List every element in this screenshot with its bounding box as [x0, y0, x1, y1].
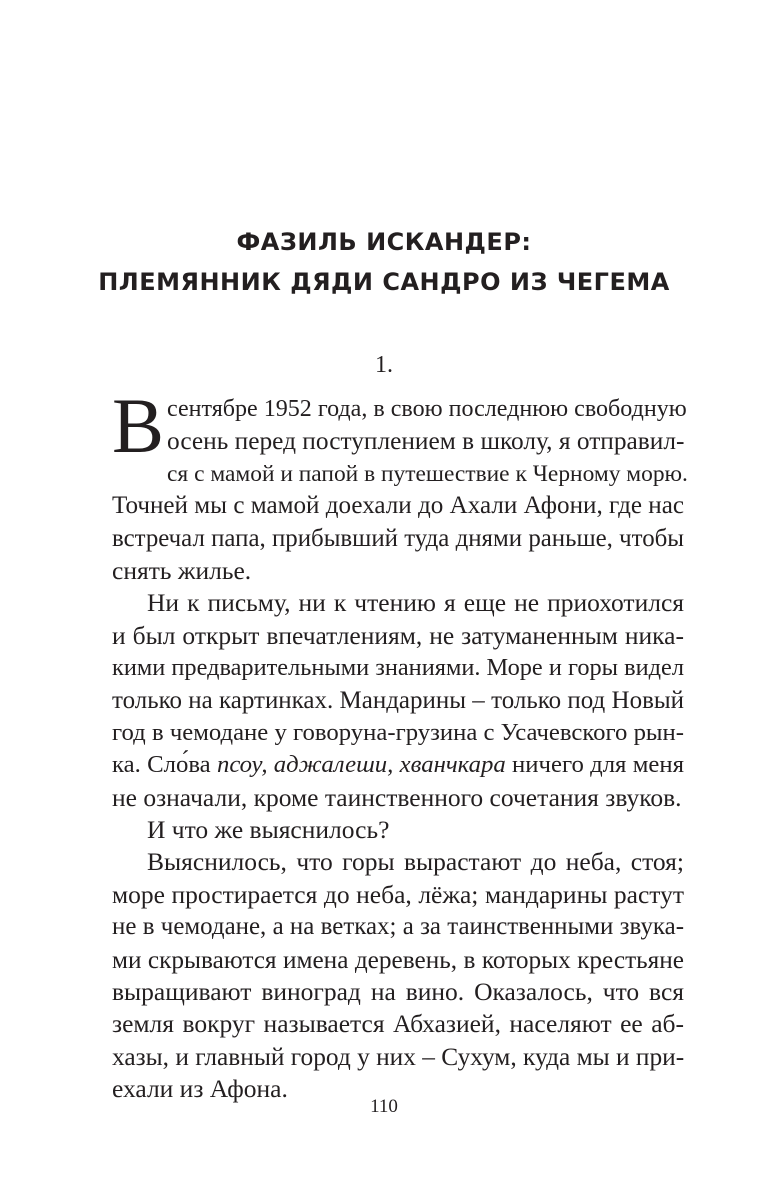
text-line: ми скрываются имена деревень, в которых крестьяне [112, 945, 684, 974]
text-run: ничего для меня [505, 751, 684, 779]
text-line: не означали, кроме таинственного сочетания звуков. [112, 782, 682, 812]
text-line: ся с мамой и папой в путешествие к Черному морю. [167, 460, 688, 487]
text-run: ка. Сло́ва [112, 751, 217, 779]
text-line: год в чемодане у говоруна-грузина с Усачевского рын- [112, 718, 684, 746]
italic-words: псоу, аджалеши, хванчкара [216, 751, 506, 779]
text-line: земля вокруг называется Абхазией, населяют ее аб- [112, 1009, 684, 1039]
text-line: И что же выяснилось? [147, 815, 390, 845]
chapter-title-line-1: ФАЗИЛЬ ИСКАНДЕР: [236, 228, 532, 256]
text-line: осень перед поступлением в школу, я отправил- [167, 427, 685, 456]
text-line: снять жилье. [112, 555, 252, 585]
text-line: море простирается до неба, лёжа; мандарины растут [112, 879, 684, 909]
paragraph-2 [112, 587, 684, 814]
text-line: Ни к письму, ни к чтению я еще не приохотился [147, 588, 684, 618]
text-line-with-italics [112, 749, 684, 781]
page-number: 110 [370, 1096, 398, 1117]
text-line: кими предварительными знаниями. Море и горы видел [112, 654, 684, 682]
text-line: ехали из Афона. [112, 1074, 288, 1104]
text-line: хазы, и главный город у них – Сухум, куда мы и при- [112, 1042, 685, 1071]
text-line: Выяснилось, что горы вырастают до неба, стоя; [147, 847, 684, 877]
text-line: Точней мы с мамой доехали до Ахали Афони, где нас [112, 492, 684, 520]
section-number: 1. [375, 352, 393, 378]
text-line: встречал папа, прибывший туда днями раньше, чтобы [112, 524, 684, 552]
paragraph-1 [112, 382, 688, 587]
text-line: только на картинках. Мандарины – только под Новый [112, 686, 684, 714]
paragraph-3 [112, 814, 684, 846]
text-line: выращивают виноград на вино. Оказалось, что вся [112, 977, 684, 1007]
text-line: и был открыт впечатлениям, не затуманенным ника- [112, 620, 684, 650]
chapter-title-line-2: ПЛЕМЯННИК ДЯДИ САНДРО ИЗ ЧЕГЕМА [98, 268, 670, 296]
drop-cap: В [112, 382, 165, 469]
body-text [112, 382, 688, 1106]
paragraph-4 [112, 846, 684, 1105]
text-line: не в чемодане, а на ветках; а за таинственными звука- [112, 913, 684, 941]
text-line: сентябре 1952 года, в свою последнюю свободную [167, 396, 687, 422]
